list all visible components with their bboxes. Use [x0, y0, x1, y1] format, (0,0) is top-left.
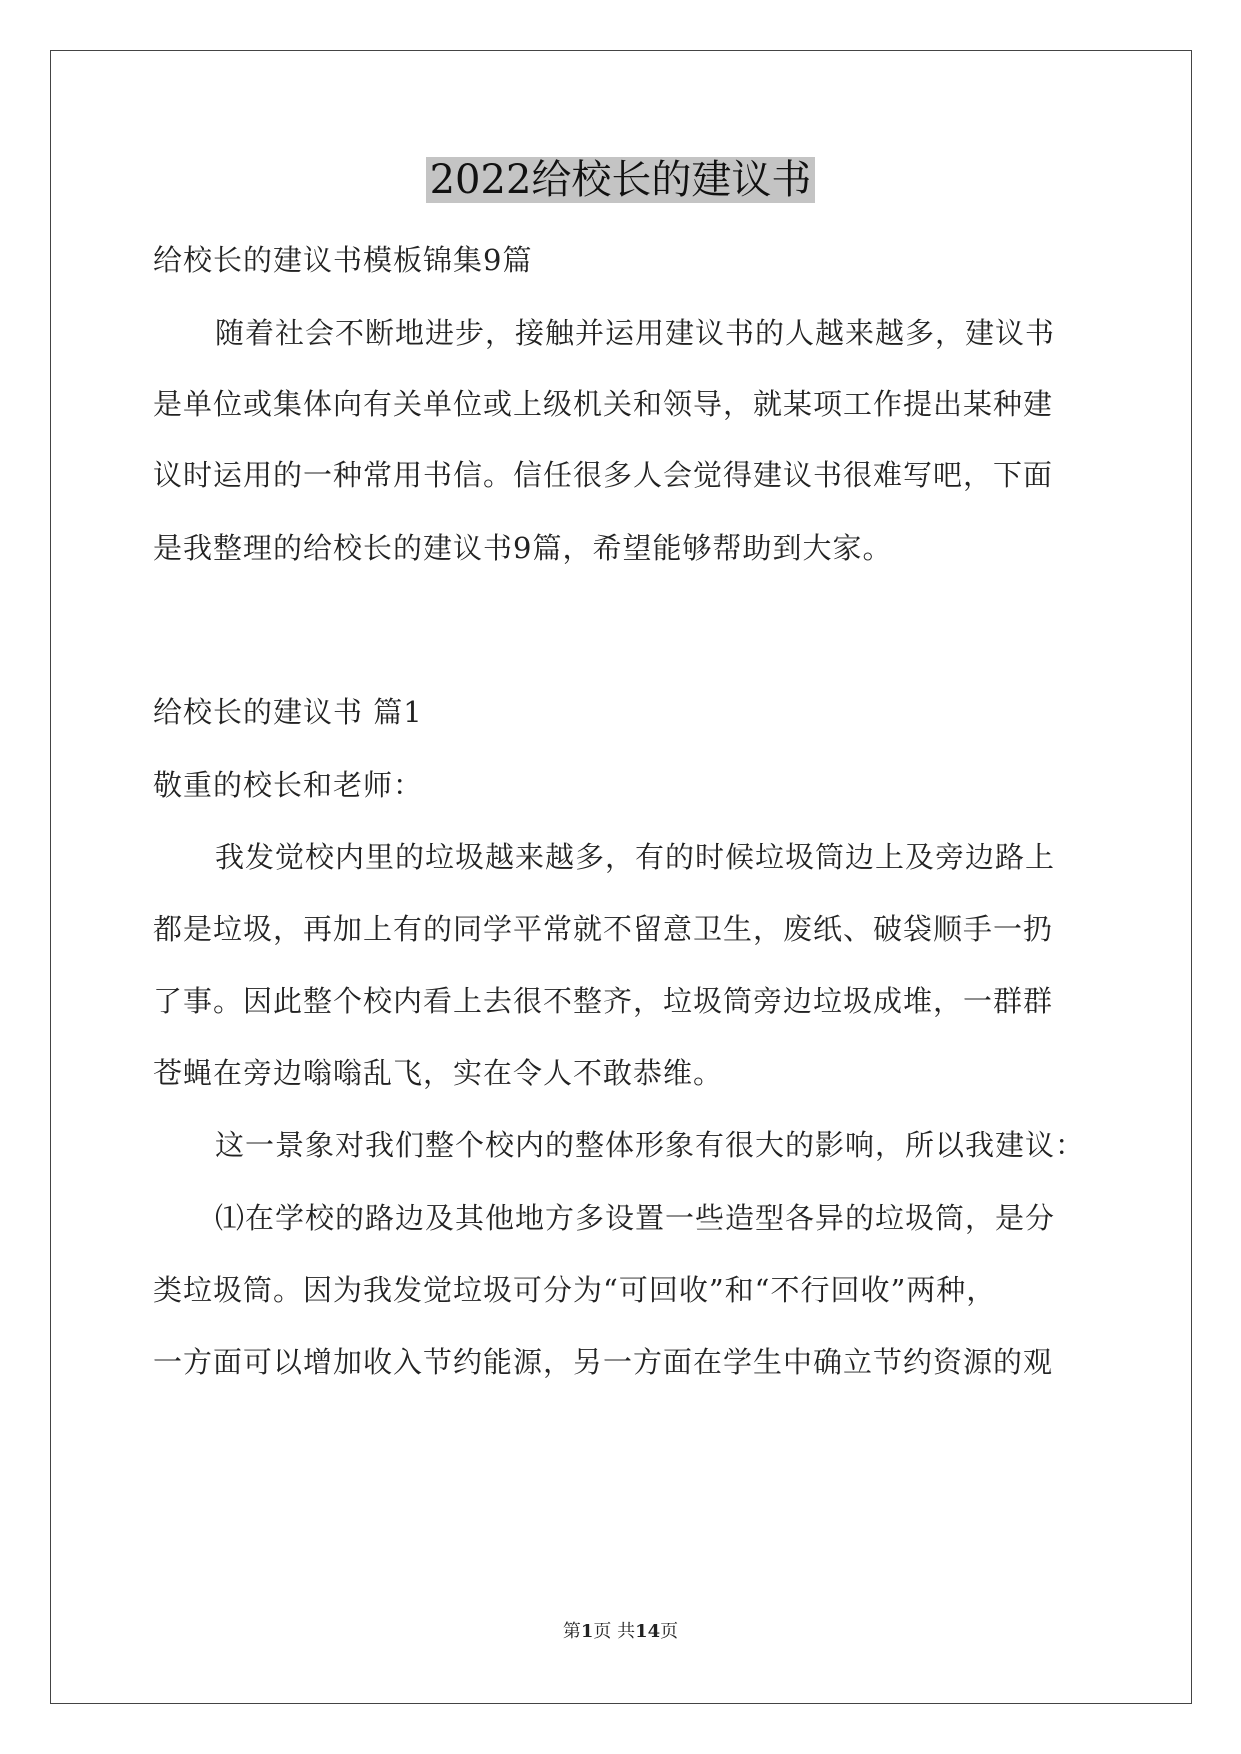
para1-line-3: 了事。因此整个校内看上去很不整齐，垃圾筒旁边垃圾成堆，一群群	[153, 984, 1054, 1018]
para3-line-1: ⑴在学校的路边及其他地方多设置一些造型各异的垃圾筒，是分	[215, 1201, 1056, 1235]
page-footer	[0, 1621, 1241, 1643]
document-title-text: 2022给校长的建议书	[426, 157, 816, 203]
footer-current-page: 1	[580, 1621, 594, 1642]
intro-line-4: 是我整理的给校长的建议书9篇，希望能够帮助到大家。	[153, 531, 893, 565]
subtitle: 给校长的建议书模板锦集9篇	[153, 243, 533, 277]
intro-line-3: 议时运用的一种常用书信。信任很多人会觉得建议书很难写吧，下面	[153, 458, 1054, 492]
para1-line-1: 我发觉校内里的垃圾越来越多，有的时候垃圾筒边上及旁边路上	[215, 840, 1056, 874]
para1-line-2: 都是垃圾，再加上有的同学平常就不留意卫生，废纸、破袋顺手一扔	[153, 912, 1054, 946]
footer-suffix: 页	[660, 1621, 679, 1642]
para3-line-2: 类垃圾筒。因为我发觉垃圾可分为“可回收”和“不行回收”两种，	[153, 1273, 997, 1307]
document-title	[0, 152, 1241, 208]
footer-mid: 页 共	[593, 1621, 636, 1642]
salutation: 敬重的校长和老师：	[153, 768, 424, 802]
para2-line-1: 这一景象对我们整个校内的整体形象有很大的影响，所以我建议：	[215, 1128, 1086, 1162]
para3-line-3: 一方面可以增加收入节约能源，另一方面在学生中确立节约资源的观	[153, 1345, 1054, 1379]
footer-prefix: 第	[562, 1621, 581, 1642]
intro-line-1: 随着社会不断地进步，接触并运用建议书的人越来越多，建议书	[215, 316, 1056, 350]
page-border	[50, 50, 1192, 1704]
footer-total-pages: 14	[635, 1621, 661, 1642]
section-heading: 给校长的建议书 篇1	[153, 695, 423, 729]
intro-line-2: 是单位或集体向有关单位或上级机关和领导，就某项工作提出某种建	[153, 387, 1054, 421]
para1-line-4: 苍蝇在旁边嗡嗡乱飞，实在令人不敢恭维。	[153, 1056, 724, 1090]
